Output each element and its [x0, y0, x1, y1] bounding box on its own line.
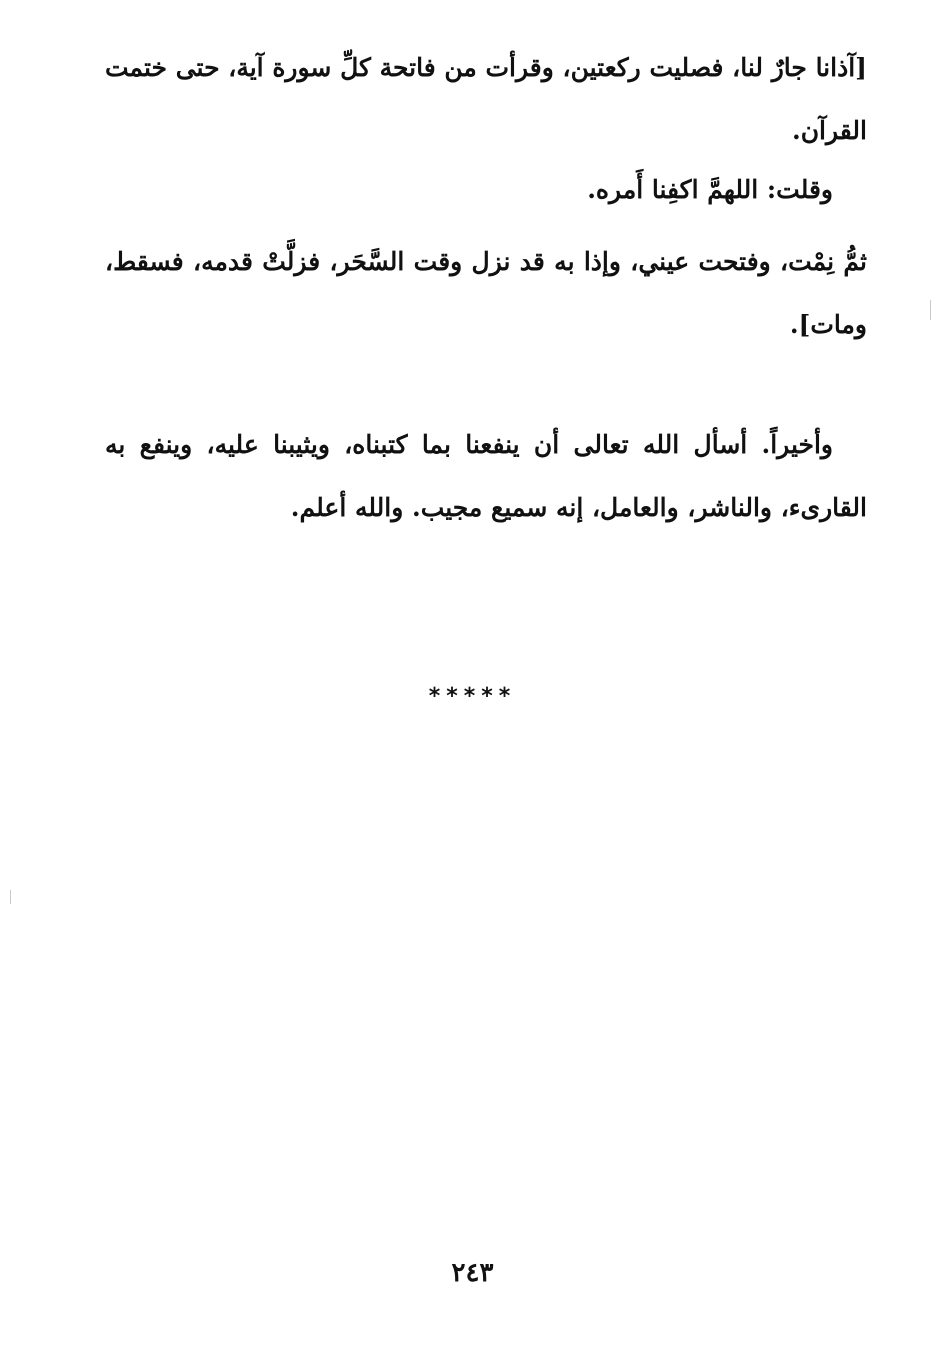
section-separator: ***** [428, 684, 517, 709]
page-number: ٢٤٣ [451, 1258, 494, 1288]
paragraph-2-text: وقلت: اللهمَّ اكفِنا أَمره. [587, 175, 833, 204]
paragraph-1-text: [آذانا جارٌ لنا، فصليت ركعتين، وقرأت من فاتحة كلِّ سورة آية، حتى ختمت القرآن. [105, 53, 867, 145]
paragraph-3 [105, 230, 867, 356]
paragraph-4-text: وأخيراً. أسأل الله تعالى أن ينفعنا بما كتبناه، ويثيبنا عليه، وينفع به القارىء، والناشر، والعامل، إنه سميع مجيب. والله أعلم. [105, 430, 867, 522]
paragraph-2 [105, 158, 867, 221]
paragraph-1 [105, 36, 867, 162]
scan-speck [10, 890, 11, 904]
paragraph-3-text: ثمُّ نِمْت، وفتحت عيني، وإذا به قد نزل وقت السَّحَر، فزلَّتْ قدمه، فسقط، ومات]. [105, 247, 867, 339]
scan-speck [930, 300, 931, 320]
paragraph-4 [105, 413, 867, 539]
